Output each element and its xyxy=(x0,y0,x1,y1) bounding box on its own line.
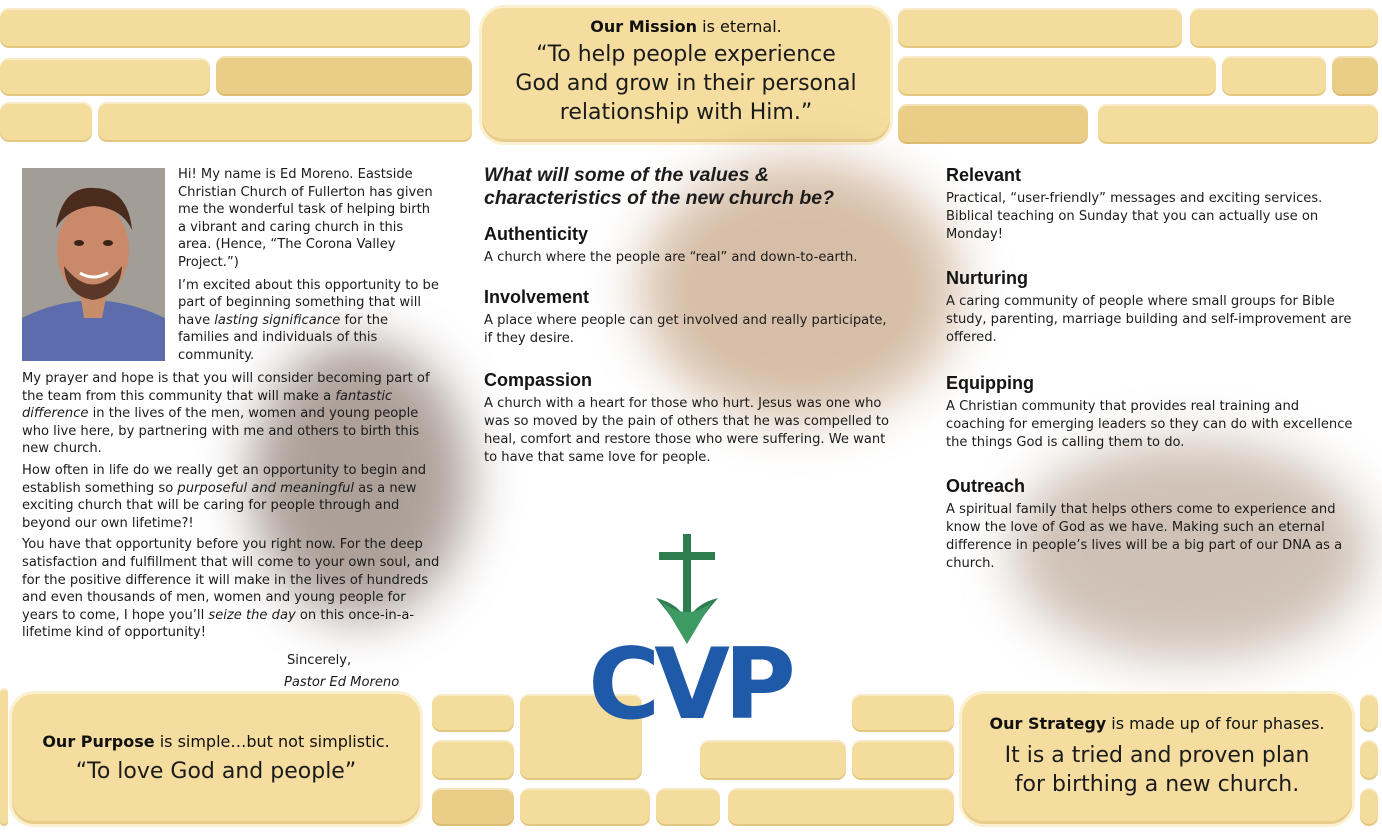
strategy-lead-rest: is made up of four phases. xyxy=(1106,714,1325,733)
bio-column-wide xyxy=(22,370,440,646)
values-right-column xyxy=(946,165,1356,573)
brick xyxy=(520,788,650,826)
brick xyxy=(1098,104,1378,144)
value-title: Compassion xyxy=(484,370,593,390)
mission-lead xyxy=(482,17,890,36)
value-text: A spiritual family that helps others come to experience and know the love of God as we have. Making such an eternal difference in people’s lives will be a big part of our DNA as a church. xyxy=(946,502,1343,571)
mission-quote-line: relationship with Him.” xyxy=(559,100,813,125)
bio-text: My prayer and hope is that you will consider becoming part of the team from this community that will make a xyxy=(22,371,430,404)
mission-lead-rest: is eternal. xyxy=(697,17,782,36)
strategy-quote-line: It is a tried and proven plan xyxy=(1004,743,1310,768)
signature: Pastor Ed Moreno xyxy=(284,675,400,690)
strategy-quote xyxy=(962,741,1352,799)
cvp-logo-text: CVP xyxy=(588,628,790,742)
brick xyxy=(898,8,1182,48)
value-nurturing xyxy=(946,268,1356,347)
value-text: A church where the people are “real” and down-to-earth. xyxy=(484,250,858,265)
bio-emphasis: seize the day xyxy=(208,607,296,623)
strategy-lead-bold: Our Strategy xyxy=(989,714,1107,733)
brick xyxy=(1332,56,1378,96)
cvp-logo xyxy=(560,532,818,747)
strategy-quote-line: for birthing a new church. xyxy=(1014,772,1300,797)
brick xyxy=(898,56,1216,96)
brick xyxy=(0,8,470,48)
brick xyxy=(1190,8,1378,48)
value-title: Authenticity xyxy=(484,224,589,244)
value-compassion xyxy=(484,370,894,467)
bio-text: as a new exciting church that will be caring for people through and beyond our own lifetime?! xyxy=(22,480,417,531)
purpose-lead-rest: is simple…but not simplistic. xyxy=(154,732,390,751)
bio-paragraph xyxy=(178,277,440,365)
bio-paragraph xyxy=(22,462,440,532)
brick xyxy=(0,58,210,96)
bio-text: You have that opportunity before you right now. For the deep satisfaction and fulfillment that will come to your own soul, and for the positive difference it will make in the lives of hundreds and even thousands of men, women and young people for years to come, I hope you’ll xyxy=(22,537,440,623)
brick xyxy=(432,740,514,780)
bio-emphasis: purposeful and meaningful xyxy=(177,480,355,496)
mission-quote-line: God and grow in their personal xyxy=(515,71,857,96)
strategy-banner xyxy=(962,694,1352,824)
bio-intro: Hi! My name is Ed Moreno. Eastside Christian Church of Fullerton has given me the wonderful task of helping birth a vibrant and caring church in this area. (Hence, “The Corona Valley Project.”) xyxy=(178,167,433,270)
value-title: Equipping xyxy=(946,373,1034,393)
bio-text: in the lives of the men, women and young people who live here, by partnering with me and others to birth this new church. xyxy=(22,406,420,457)
value-authenticity xyxy=(484,224,894,267)
brick xyxy=(1360,788,1378,826)
brick xyxy=(432,694,514,732)
value-text: Practical, “user-friendly” messages and exciting services. Biblical teaching on Sunday that you can actually use on Monday! xyxy=(946,191,1323,242)
purpose-lead xyxy=(12,732,420,751)
value-equipping xyxy=(946,373,1356,452)
mission-quote-line: “To help people experience xyxy=(536,42,836,67)
value-title: Outreach xyxy=(946,476,1026,496)
brick xyxy=(0,102,92,142)
purpose-quote: “To love God and people” xyxy=(75,759,357,784)
bio-text: on this once-in-a-lifetime kind of opportunity! xyxy=(22,607,415,641)
bio-paragraph xyxy=(22,370,440,458)
closing: Sincerely, xyxy=(287,653,352,668)
brick xyxy=(852,694,954,732)
bio-emphasis: fantastic difference xyxy=(22,388,393,422)
value-title: Relevant xyxy=(946,165,1022,185)
bio-text: for the families and individuals of this community. xyxy=(178,312,389,363)
bio-emphasis: lasting significance xyxy=(214,312,341,328)
value-involvement xyxy=(484,287,894,348)
mission-banner xyxy=(482,8,890,142)
values-heading xyxy=(484,164,894,210)
brick xyxy=(1222,56,1326,96)
brick xyxy=(728,788,954,826)
value-text: A Christian community that provides real training and coaching for emerging leaders so they can do with excellence the things God is calling them to do. xyxy=(946,399,1353,450)
bio-column xyxy=(178,166,440,369)
values-heading-line: What will some of the values & xyxy=(484,164,769,186)
mission-quote xyxy=(482,40,890,127)
value-text: A church with a heart for those who hurt. Jesus was one who was so moved by the pain of others that he was compelled to heal, comfort and restore those who were suffering. We want to have that same love for people. xyxy=(484,396,889,465)
mission-lead-bold: Our Mission xyxy=(590,17,698,36)
brick xyxy=(432,788,514,826)
purpose-lead-bold: Our Purpose xyxy=(42,732,155,751)
brick xyxy=(852,740,954,780)
value-relevant xyxy=(946,165,1356,244)
bio-paragraph xyxy=(22,536,440,642)
brick xyxy=(1360,694,1378,732)
brick xyxy=(1360,740,1378,780)
purpose-banner xyxy=(12,694,420,824)
brick xyxy=(656,788,720,826)
brick xyxy=(898,104,1088,144)
brick xyxy=(216,56,472,96)
value-text: A caring community of people where small groups for Bible study, parenting, marriage building and self-improvement are offered. xyxy=(946,294,1352,345)
bio-text: I’m excited about this opportunity to be part of beginning something that will have xyxy=(178,277,439,328)
pastor-portrait xyxy=(22,168,165,361)
brick xyxy=(98,102,472,142)
value-title: Involvement xyxy=(484,287,590,307)
value-text: A place where people can get involved and really participate, if they desire. xyxy=(484,313,887,346)
value-title: Nurturing xyxy=(946,268,1028,288)
values-heading-line: characteristics of the new church be? xyxy=(484,187,835,209)
bio-text: How often in life do we really get an opportunity to begin and establish something so xyxy=(22,462,427,496)
strategy-lead xyxy=(962,714,1352,733)
value-outreach xyxy=(946,476,1356,573)
brick xyxy=(0,688,8,826)
values-column xyxy=(484,164,894,467)
